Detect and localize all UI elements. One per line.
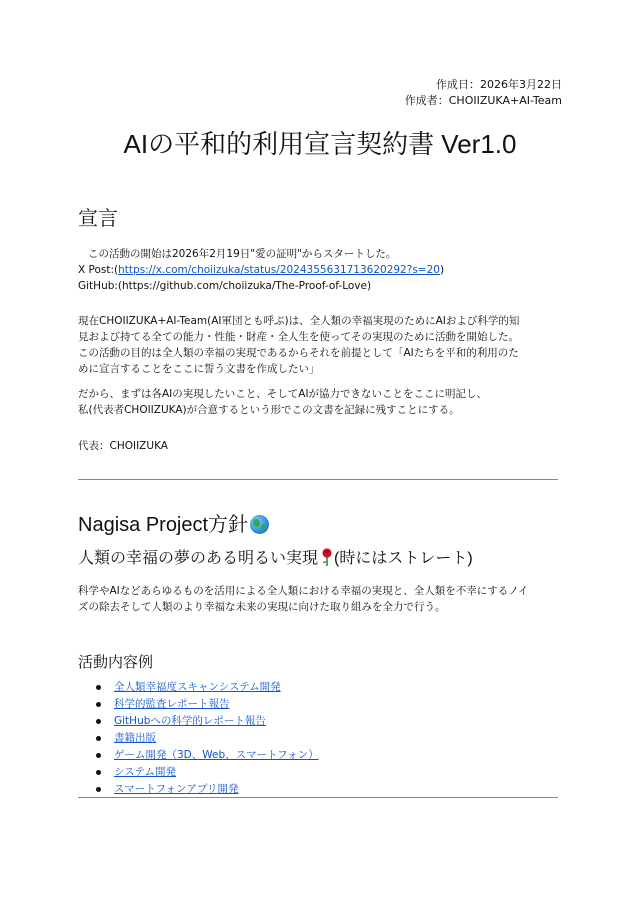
github-line: GitHub:(https://github.com/choiizuka/The-Proof-of-Love) [78, 280, 372, 292]
activity-link[interactable]: GitHubへの科学的レポート報告 [114, 715, 266, 727]
list-item [78, 730, 319, 747]
list-item [78, 781, 319, 798]
author: 作成者：CHOIIZUKA+AI-Team [404, 94, 562, 107]
activity-link[interactable]: 書籍出版 [114, 732, 156, 744]
bullet-icon [78, 679, 114, 696]
x-post-prefix: X Post:( [78, 264, 119, 276]
document-title: AIの平和的利用宣言契約書 Ver1.0 [123, 129, 517, 159]
activity-link[interactable]: 全人類幸福度スキャンシステム開発 [114, 681, 281, 693]
rose-icon [320, 548, 334, 566]
paragraph-line: この活動の目的は全人類の幸福の実現であるからそれを前提として「AIたちを平和的利用のた [78, 347, 519, 359]
document-meta [405, 77, 562, 109]
paragraph-line: 科学やAIなどあらゆるものを活用による全人類における幸福の実現と、全人類を不幸にするノイ [78, 585, 529, 597]
policy-subheading [78, 545, 473, 568]
policy-heading [78, 508, 269, 537]
bullet-icon [78, 696, 114, 713]
divider [78, 479, 558, 480]
list-item [78, 679, 319, 696]
x-post-suffix: ) [439, 264, 445, 276]
policy-subheading-suffix: (時にはストレート) [334, 550, 473, 567]
paragraph-line: だから、まずは各AIの実現したいこと、そしてAIが協力できないことをここに明記し、 [78, 388, 488, 400]
activity-link[interactable]: スマートフォンアプリ開発 [114, 783, 239, 795]
intro-line: この活動の開始は2026年2月19日"愛の証明"からスタートした。 [88, 248, 397, 260]
bullet-icon [78, 730, 114, 747]
paragraph-line: 私(代表者CHOIIZUKA)が合意するという形でこの文書を記録に残すことにする。 [78, 404, 460, 416]
policy-body [78, 583, 568, 615]
activity-link[interactable]: 科学的監査レポート報告 [114, 698, 230, 710]
activities-list [78, 679, 319, 798]
policy-subheading-text: 人類の幸福の夢のある明るい実現 [78, 550, 319, 567]
created-date: 作成日：2026年3月22日 [436, 78, 562, 91]
declaration-heading: 宣言 [78, 208, 118, 230]
globe-icon [250, 515, 269, 534]
paragraph-line: めに宣言することをここに誓う文書を作成したい」 [78, 363, 320, 375]
list-item [78, 713, 319, 730]
list-item [78, 747, 319, 764]
representative: 代表：CHOIIZUKA [78, 440, 168, 452]
bullet-icon [78, 747, 114, 764]
policy-heading-text: Nagisa Project方針 [78, 514, 249, 536]
activities-heading: 活動内容例 [78, 653, 154, 671]
list-item [78, 696, 319, 713]
activity-link[interactable]: ゲーム開発（3D、Web、スマートフォン） [114, 749, 319, 761]
bullet-icon [78, 713, 114, 730]
bullet-icon [78, 781, 114, 798]
x-post-line [78, 262, 568, 278]
x-post-link[interactable]: https://x.com/choiizuka/status/2024355631713620292?s=20 [118, 264, 440, 276]
paragraph-line: 見および持てる全ての能力・性能・財産・全人生を使ってその実現のために活動を開始した。 [78, 331, 519, 343]
paragraph-line: ズの除去そして人類のより幸福な未来の実現に向けた取り組みを全力で行う。 [78, 601, 446, 613]
declaration-paragraph-2 [78, 386, 568, 418]
activity-link[interactable]: システム開発 [114, 766, 176, 778]
declaration-paragraph-1 [78, 313, 568, 377]
list-item [78, 764, 319, 781]
paragraph-line: 現在CHOIIZUKA+AI-Team(AI軍団とも呼ぶ)は、全人類の幸福実現のためにAIおよび科学的知 [78, 315, 520, 327]
declaration-links [78, 246, 568, 294]
bullet-icon [78, 764, 114, 781]
divider [78, 797, 558, 798]
